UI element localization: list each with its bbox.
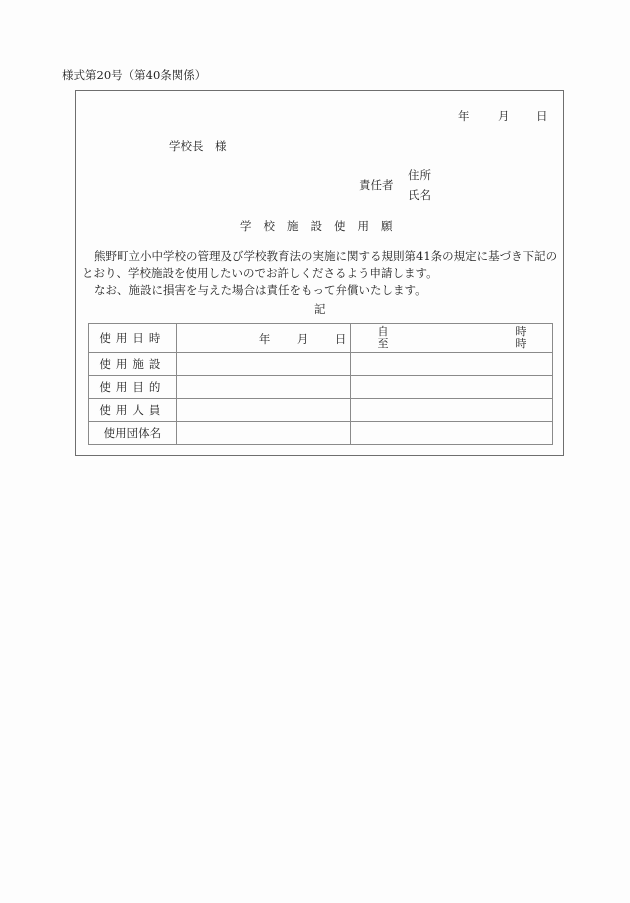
purpose-field[interactable] (176, 376, 351, 399)
row-label: 使用目的 (89, 376, 177, 399)
usage-date-field[interactable] (176, 324, 351, 353)
body-paragraph-2: なお、施設に損害を与えた場合は責任をもって弁償いたします。 (94, 283, 427, 297)
body-paragraph-1: 熊野町立小中学校の管理及び学校教育法の実施に関する規則第41条の規定に基づき下記のとおり、学校施設を使用したいのでお許しくださるよう申請します。 (82, 249, 558, 280)
title-char: 願 (381, 219, 393, 233)
hour-to-label: 時 (515, 337, 527, 350)
hour-from-label: 時 (515, 325, 527, 338)
usage-table (88, 323, 553, 445)
headcount-field[interactable] (176, 399, 351, 422)
table-row (89, 353, 553, 376)
title-char: 用 (357, 219, 369, 233)
responsible-label: 責任者 (359, 178, 394, 192)
title-char: 施 (287, 219, 299, 233)
row-label: 使用施設 (89, 353, 177, 376)
table-row (89, 376, 553, 399)
application-date (458, 108, 548, 124)
ki-heading: 記 (314, 302, 326, 316)
row-label: 使用団体名 (89, 422, 177, 445)
row-label: 使用日時 (89, 324, 177, 353)
title-char: 校 (263, 219, 275, 233)
purpose-field-2[interactable] (351, 376, 553, 399)
to-label: 至 (377, 337, 389, 350)
addressee: 学校長 様 (169, 139, 227, 153)
body-text (82, 248, 560, 299)
title-char: 設 (310, 219, 322, 233)
document-title (240, 218, 405, 234)
table-row (89, 324, 553, 353)
facility-field-2[interactable] (351, 353, 553, 376)
table-row (89, 422, 553, 445)
usage-month: 月 (296, 332, 309, 346)
date-day: 日 (536, 109, 548, 123)
from-label: 自 (377, 325, 389, 338)
group-name-field-2[interactable] (351, 422, 553, 445)
date-year: 年 (458, 109, 470, 123)
form-id: 様式第20号（第40条関係） (62, 68, 207, 82)
date-month: 月 (498, 109, 510, 123)
usage-day: 日 (334, 332, 347, 346)
address-label: 住所 (408, 168, 431, 182)
title-char: 学 (240, 219, 252, 233)
title-char: 使 (334, 219, 346, 233)
table-row (89, 399, 553, 422)
usage-year: 年 (258, 332, 271, 346)
name-label: 氏名 (408, 188, 431, 202)
facility-field[interactable] (176, 353, 351, 376)
headcount-field-2[interactable] (351, 399, 553, 422)
group-name-field[interactable] (176, 422, 351, 445)
usage-time-field[interactable] (351, 324, 553, 353)
row-label: 使用人員 (89, 399, 177, 422)
